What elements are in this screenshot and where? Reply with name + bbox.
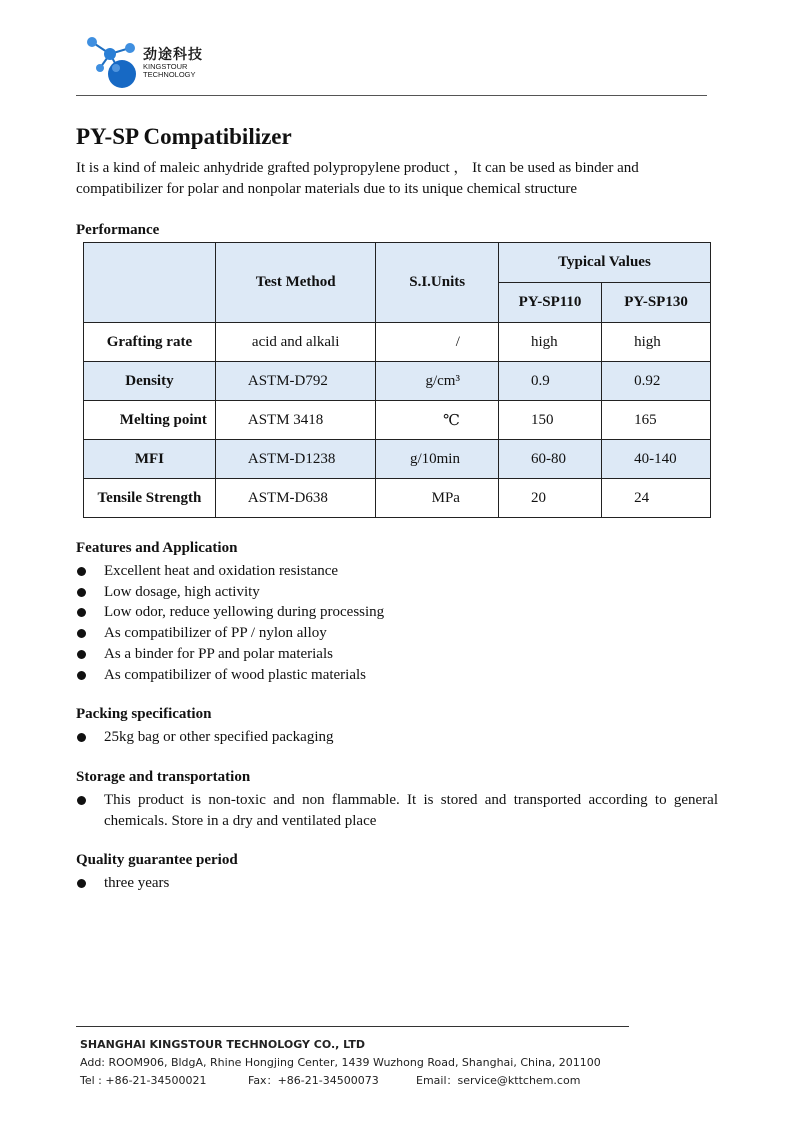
footer-address: Add: ROOM906, BldgA, Rhine Hongjing Center, 1439 Wuzhong Road, Shanghai, China, 201100 [80, 1056, 601, 1069]
blank-header-cell [84, 243, 216, 323]
units-header: S.I.Units [376, 243, 499, 323]
unit-cell: g/10min [376, 440, 499, 479]
method-cell: ASTM-D792 [215, 362, 376, 401]
typical-values-header: Typical Values [498, 243, 710, 283]
performance-heading: Performance [76, 222, 160, 238]
bullet-icon [77, 650, 86, 659]
packing-list [76, 727, 718, 748]
footer-email: Email：service@kttchem.com [416, 1074, 581, 1087]
bullet-icon [77, 879, 86, 888]
unit-cell: / [376, 323, 499, 362]
unit-cell: g/cm³ [376, 362, 499, 401]
bullet-icon [77, 608, 86, 617]
value-cell: 0.9 [498, 362, 601, 401]
property-cell: Density [84, 362, 216, 401]
list-item: Low odor, reduce yellowing during processing [76, 602, 718, 623]
product1-header: PY-SP110 [498, 283, 601, 323]
table-row [84, 362, 711, 401]
method-cell: ASTM-D1238 [215, 440, 376, 479]
value-cell: 20 [498, 479, 601, 518]
list-item: three years [76, 873, 718, 894]
value-cell: 24 [602, 479, 711, 518]
footer [80, 1036, 601, 1090]
value-cell: 40-140 [602, 440, 711, 479]
list-item: This product is non-toxic and non flammable. It is stored and transported according to general chemicals. Store in a dry and ventilated place [76, 790, 718, 831]
footer-divider [76, 1026, 629, 1027]
property-cell: MFI [84, 440, 216, 479]
method-cell: ASTM 3418 [215, 401, 376, 440]
bullet-icon [77, 567, 86, 576]
packing-heading: Packing specification [76, 706, 212, 722]
method-cell: acid and alkali [215, 323, 376, 362]
list-item: Excellent heat and oxidation resistance [76, 561, 718, 582]
storage-heading: Storage and transportation [76, 769, 251, 785]
list-item: As compatibilizer of PP / nylon alloy [76, 623, 718, 644]
list-item: Low dosage, high activity [76, 582, 718, 603]
list-item: As compatibilizer of wood plastic materials [76, 665, 718, 686]
bullet-icon [77, 733, 86, 742]
table-row [84, 440, 711, 479]
bullet-icon [77, 671, 86, 680]
value-cell: high [602, 323, 711, 362]
page-title: PY-SP Compatibilizer [76, 124, 292, 149]
property-cell: Grafting rate [84, 323, 216, 362]
header-divider [76, 95, 707, 96]
quality-list [76, 873, 718, 894]
bullet-icon [77, 588, 86, 597]
value-cell: 0.92 [602, 362, 711, 401]
bullet-icon [77, 796, 86, 805]
method-cell: ASTM-D638 [215, 479, 376, 518]
property-cell: Melting point [84, 401, 216, 440]
test-method-header: Test Method [215, 243, 376, 323]
bullet-icon [77, 629, 86, 638]
product2-header: PY-SP130 [602, 283, 711, 323]
table-header-row [84, 243, 711, 283]
value-cell: 60-80 [498, 440, 601, 479]
quality-heading: Quality guarantee period [76, 852, 238, 868]
table-row [84, 479, 711, 518]
footer-fax: Fax：+86-21-34500073 [248, 1074, 379, 1087]
footer-company-name: SHANGHAI KINGSTOUR TECHNOLOGY CO., LTD [80, 1038, 365, 1051]
features-heading: Features and Application [76, 540, 238, 556]
value-cell: 150 [498, 401, 601, 440]
table-row [84, 323, 711, 362]
intro-paragraph: It is a kind of maleic anhydride grafted polypropylene product ， It can be used as binder and compatibilizer for polar and nonpolar materials due to its unique chemical structure [76, 160, 639, 197]
unit-cell: MPa [376, 479, 499, 518]
list-item: As a binder for PP and polar materials [76, 644, 718, 665]
logo-chinese-name: 劲途科技 [143, 47, 203, 63]
footer-contact [80, 1072, 601, 1090]
storage-list [76, 790, 718, 831]
logo-english-line1: KINGSTOUR [143, 62, 188, 71]
value-cell: high [498, 323, 601, 362]
table-row [84, 401, 711, 440]
performance-table [83, 242, 711, 518]
footer-tel: Tel : +86-21-34500021 [80, 1074, 207, 1087]
features-list [76, 561, 718, 685]
logo-english-line2: TECHNOLOGY [143, 70, 196, 79]
property-cell: Tensile Strength [84, 479, 216, 518]
unit-cell: ℃ [376, 401, 499, 440]
value-cell: 165 [602, 401, 711, 440]
list-item: 25kg bag or other specified packaging [76, 727, 718, 748]
